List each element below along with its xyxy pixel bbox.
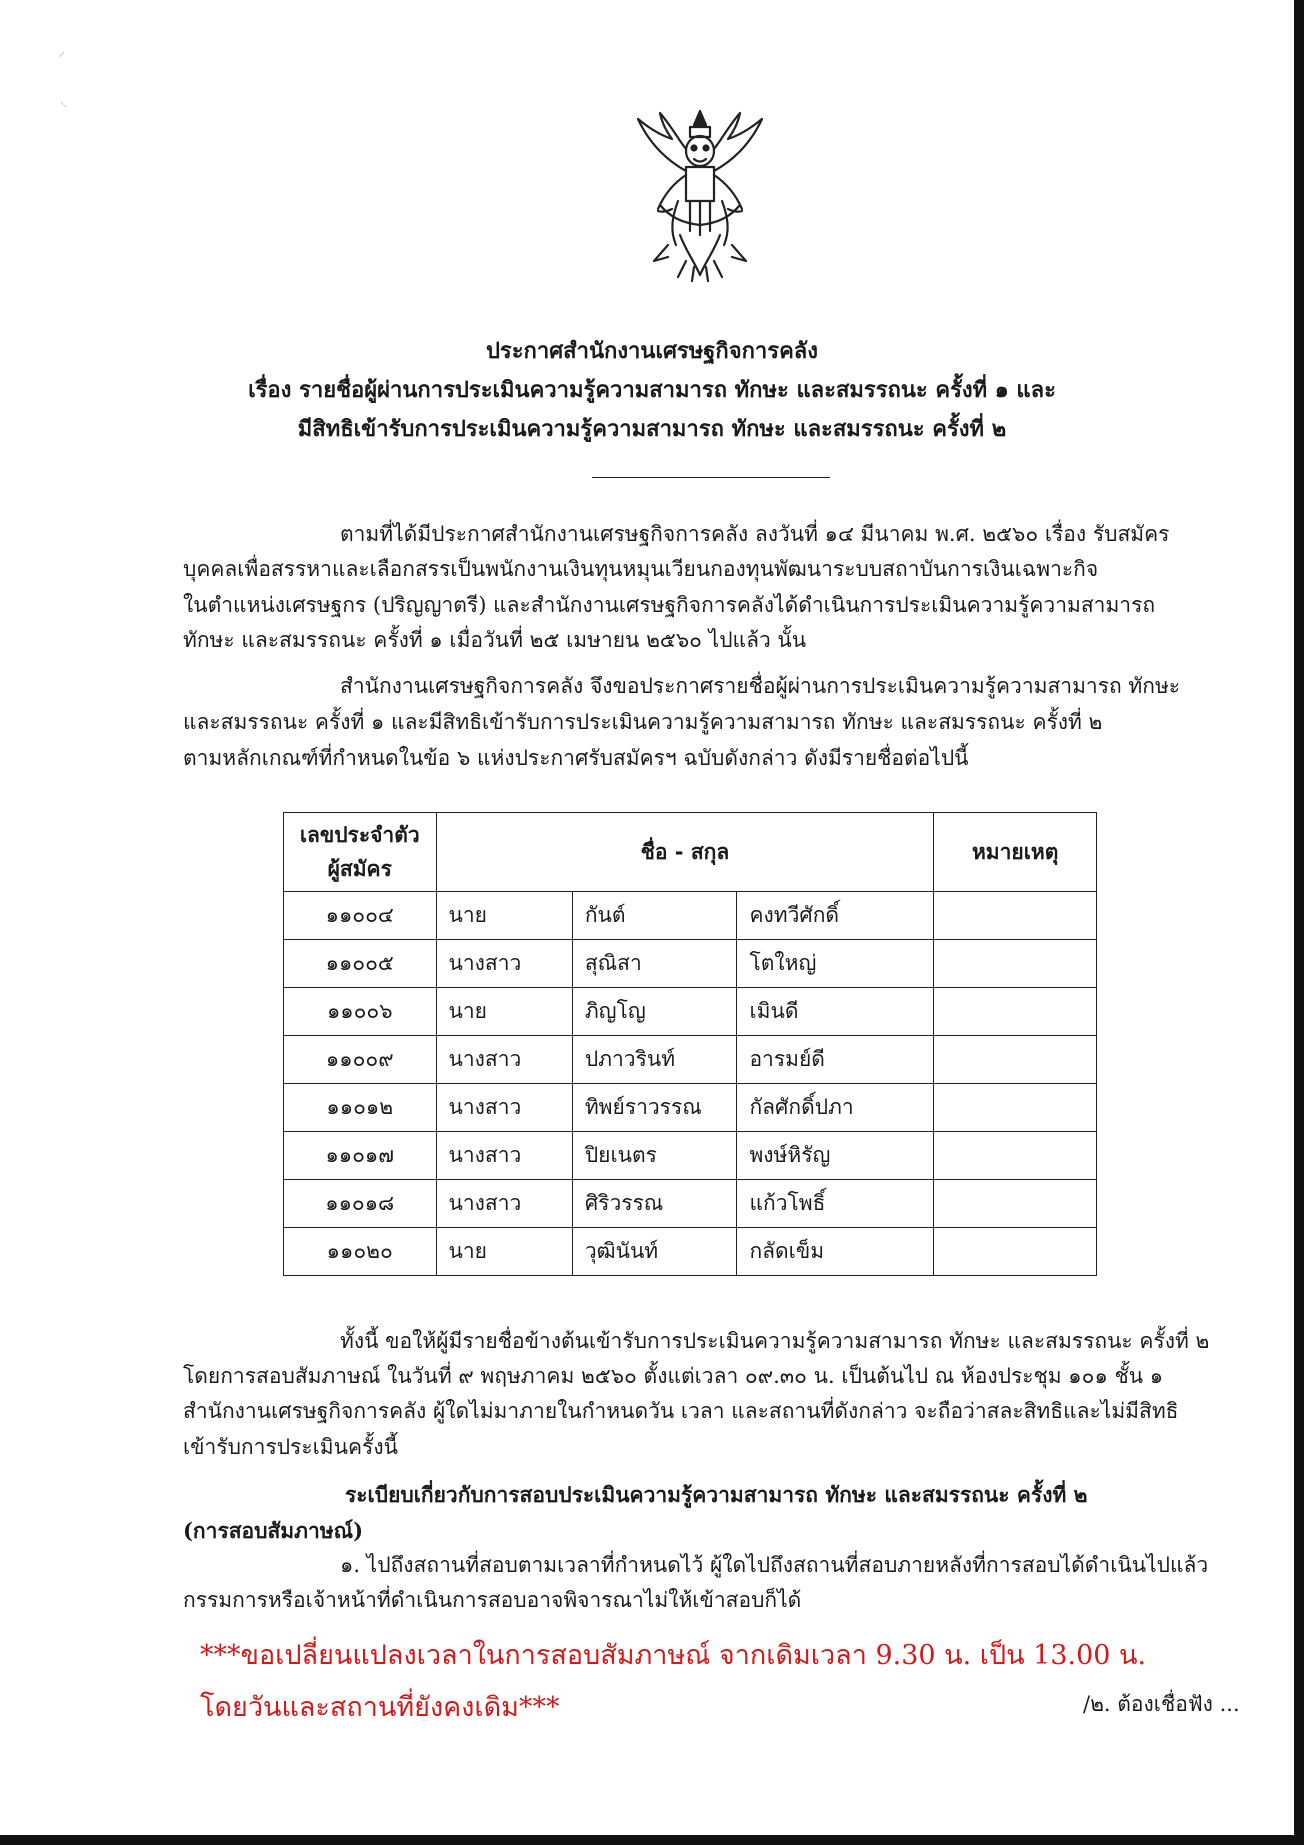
- p2-line-1: สำนักงานเศรษฐกิจการคลัง จึงขอประกาศรายชื่อผู้ผ่านการประเมินความรู้ความสามารถ ทักษะ: [340, 674, 1181, 698]
- table-row: [284, 1228, 1097, 1276]
- table-row: [284, 1180, 1097, 1228]
- p1-line-2: บุคคลเพื่อสรรหาและเลือกสรรเป็นพนักงานเงินทุนหมุนเวียนกองทุนพัฒนาระบบสถาบันการเงินเฉพาะกิจ: [183, 557, 1099, 581]
- table-row: [284, 940, 1097, 988]
- first-name-cell: ภิญโญ: [572, 988, 737, 1036]
- applicant-id-cell: ๑๑๐๑๒: [284, 1084, 437, 1132]
- last-name-cell: โตใหญ่: [737, 940, 934, 988]
- note-cell: [934, 892, 1097, 940]
- table-header-row: [284, 813, 1097, 892]
- header-applicant-id: [284, 813, 437, 892]
- scan-edge-right: [1294, 0, 1304, 1845]
- last-name-cell: กัลศักดิ์ปภา: [737, 1084, 934, 1132]
- header-id-line-1: เลขประจำตัว: [299, 823, 420, 847]
- header-id-line-2: ผู้สมัคร: [327, 857, 392, 881]
- scan-mark: ⸜: [60, 94, 67, 110]
- table-row: [284, 1036, 1097, 1084]
- time-change-notice-line-1: ***ขอเปลี่ยนแปลงเวลาในการสอบสัมภาษณ์ จากเดิมเวลา 9.30 น. เป็น 13.00 น.: [200, 1640, 1147, 1671]
- p1-line-4: ทักษะ และสมรรถนะ ครั้งที่ ๑ เมื่อวันที่ ๒๕ เมษายน ๒๕๖๐ ไปแล้ว นั้น: [183, 628, 807, 652]
- note-cell: [934, 1180, 1097, 1228]
- p1-line-1: ตามที่ได้มีประกาศสำนักงานเศรษฐกิจการคลัง ลงวันที่ ๑๔ มีนาคม พ.ศ. ๒๕๖๐ เรื่อง รับสมัคร: [340, 522, 1170, 546]
- applicant-id-cell: ๑๑๐๐๕: [284, 940, 437, 988]
- last-name-cell: พงษ์หิรัญ: [737, 1132, 934, 1180]
- first-name-cell: กันต์: [572, 892, 737, 940]
- rule-1-line-2: กรรมการหรือเจ้าหน้าที่ดำเนินการสอบอาจพิจารณาไม่ให้เข้าสอบก็ได้: [183, 1588, 802, 1612]
- last-name-cell: แก้วโพธิ์: [737, 1180, 934, 1228]
- p2-line-3: ตามหลักเกณฑ์ที่กำหนดในข้อ ๖ แห่งประกาศรับสมัครฯ ฉบับดังกล่าว ดังมีรายชื่อต่อไปนี้: [183, 746, 969, 770]
- garuda-emblem-icon: [620, 105, 780, 285]
- title-cell: นาย: [436, 892, 572, 940]
- title-line-3: มีสิทธิเข้ารับการประเมินความรู้ความสามารถ ทักษะ และสมรรถนะ ครั้งที่ ๒: [297, 416, 1007, 442]
- title-cell: นางสาว: [436, 1132, 572, 1180]
- title-line-1: ประกาศสำนักงานเศรษฐกิจการคลัง: [485, 338, 819, 364]
- table-row: [284, 1132, 1097, 1180]
- time-change-notice-line-2: โดยวันและสถานที่ยังคงเดิม***: [200, 1692, 560, 1723]
- table-row: [284, 988, 1097, 1036]
- note-cell: [934, 1228, 1097, 1276]
- last-name-cell: กลัดเข็ม: [737, 1228, 934, 1276]
- applicant-id-cell: ๑๑๐๒๐: [284, 1228, 437, 1276]
- applicant-id-cell: ๑๑๐๐๙: [284, 1036, 437, 1084]
- note-cell: [934, 1132, 1097, 1180]
- rule-1-line-1: ๑. ไปถึงสถานที่สอบตามเวลาที่กำหนดไว้ ผู้ใดไปถึงสถานที่สอบภายหลังที่การสอบได้ดำเนินไปแล้ว: [340, 1553, 1209, 1577]
- first-name-cell: ปิยเนตร: [572, 1132, 737, 1180]
- p3-line-3: สำนักงานเศรษฐกิจการคลัง ผู้ใดไม่มาภายในกำหนดวัน เวลา และสถานที่ดังกล่าว จะถือว่าสละสิทธิและไม่มีสิทธิ: [183, 1399, 1179, 1423]
- p3-line-4: เข้ารับการประเมินครั้งนี้: [183, 1435, 398, 1459]
- scan-edge-bottom: [0, 1835, 1304, 1845]
- p3-line-1: ทั้งนี้ ขอให้ผู้มีรายชื่อข้างต้นเข้ารับการประเมินความรู้ความสามารถ ทักษะ และสมรรถนะ ครั้งที่ ๒: [340, 1329, 1210, 1353]
- continuation-marker: /๒. ต้องเชื่อฟัง ...: [1083, 1692, 1240, 1716]
- table-body: [284, 892, 1097, 1276]
- p2-line-2: และสมรรถนะ ครั้งที่ ๑ และมีสิทธิเข้ารับการประเมินความรู้ความสามารถ ทักษะ และสมรรถนะ ครั้งที่ ๒: [183, 710, 1103, 734]
- header-full-name: ชื่อ - สกุล: [436, 813, 934, 892]
- last-name-cell: เมินดี: [737, 988, 934, 1036]
- title-cell: นางสาว: [436, 1180, 572, 1228]
- applicant-id-cell: ๑๑๐๐๖: [284, 988, 437, 1036]
- last-name-cell: คงทวีศักดิ์: [737, 892, 934, 940]
- applicant-id-cell: ๑๑๐๐๔: [284, 892, 437, 940]
- title-cell: นาย: [436, 988, 572, 1036]
- title-cell: นางสาว: [436, 940, 572, 988]
- note-cell: [934, 1084, 1097, 1132]
- p1-line-3: ในตำแหน่งเศรษฐกร (ปริญญาตรี) และสำนักงานเศรษฐกิจการคลังได้ดำเนินการประเมินความรู้ความสามารถ: [183, 593, 1156, 617]
- applicant-id-cell: ๑๑๐๑๘: [284, 1180, 437, 1228]
- table-row: [284, 1084, 1097, 1132]
- title-cell: นาย: [436, 1228, 572, 1276]
- first-name-cell: สุณิสา: [572, 940, 737, 988]
- applicant-id-cell: ๑๑๐๑๗: [284, 1132, 437, 1180]
- rules-subheading: (การสอบสัมภาษณ์): [183, 1518, 364, 1543]
- title-cell: นางสาว: [436, 1084, 572, 1132]
- table-row: [284, 892, 1097, 940]
- title-line-2: เรื่อง รายชื่อผู้ผ่านการประเมินความรู้ความสามารถ ทักษะ และสมรรถนะ ครั้งที่ ๑ และ: [248, 377, 1056, 403]
- candidate-table: [283, 812, 1097, 1276]
- note-cell: [934, 988, 1097, 1036]
- title-divider: [592, 477, 830, 478]
- title-cell: นางสาว: [436, 1036, 572, 1084]
- first-name-cell: ปภาวรินท์: [572, 1036, 737, 1084]
- p3-line-2: โดยการสอบสัมภาษณ์ ในวันที่ ๙ พฤษภาคม ๒๕๖๐ ตั้งแต่เวลา ๐๙.๓๐ น. เป็นต้นไป ณ ห้องประชุม ๑๐๑ ชั้น ๑: [183, 1364, 1164, 1388]
- first-name-cell: ศิริวรรณ: [572, 1180, 737, 1228]
- note-cell: [934, 940, 1097, 988]
- scan-mark: ⸝: [58, 44, 65, 60]
- first-name-cell: วุฒินันท์: [572, 1228, 737, 1276]
- header-note: หมายเหตุ: [934, 813, 1097, 892]
- last-name-cell: อารมย์ดี: [737, 1036, 934, 1084]
- note-cell: [934, 1036, 1097, 1084]
- first-name-cell: ทิพย์ราวรรณ: [572, 1084, 737, 1132]
- rules-heading: ระเบียบเกี่ยวกับการสอบประเมินความรู้ความสามารถ ทักษะ และสมรรถนะ ครั้งที่ ๒: [345, 1482, 1088, 1507]
